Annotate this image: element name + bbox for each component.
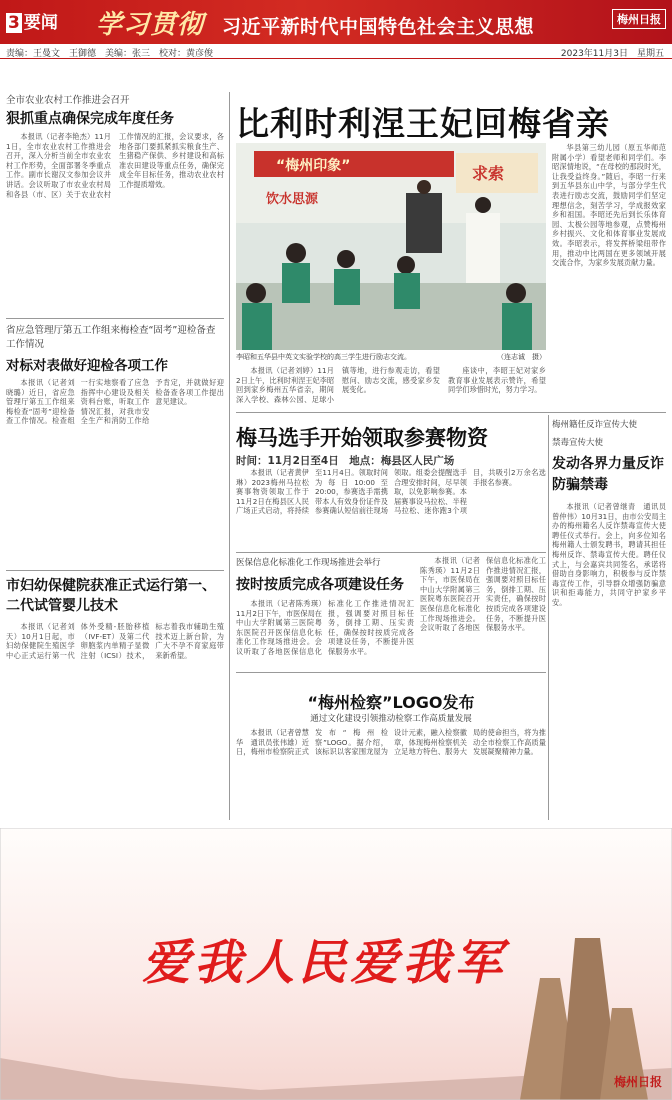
article-safety xyxy=(6,322,224,574)
editor-line xyxy=(0,44,672,59)
banner-logo: 梅州日报 xyxy=(613,1075,662,1089)
article-ivf xyxy=(6,576,224,810)
divider xyxy=(236,672,546,673)
article-body: 本报讯（记者刘天）10月1日起，市妇幼保健院生殖医学中心正式运行第一代体外受精-胚胎移植（IVF-ET）及第二代卵胞浆内单精子显微注射（ICSI）技术，标志着我市辅助生殖技术迈上新台阶，为广大不孕不育家庭带来新希望。 xyxy=(6,622,224,660)
photo-sign-right: 求索 xyxy=(472,164,505,183)
article-medical xyxy=(236,556,414,685)
kicker: 医保信息化标准化工作现场推进会举行 xyxy=(236,558,381,568)
lead-body-right: 华县第三幼儿园（原五华师范附属小学）看望老师和同学们。李昭深情地说，“在母校的那段时光，让我受益终身。”随后，李昭一行来到五华县东山中学，与部分学生代表进行励志交流，鼓励同学们坚定理想信念，刻苦学习，学成报效家乡和祖国。李昭还先后到长乐体育园、太极公园等地参观，点赞梅州乡村振兴、文化和体育事业发展成效。李昭表示，将发挥桥梁纽带作用，推动中比两国在更多领域开展交流合作，为家乡发展贡献力量。 xyxy=(552,143,666,268)
headline: 发动各界力量反诈防骗禁毒 xyxy=(552,456,664,493)
logo-headline: “梅州检察”LOGO发布 xyxy=(307,693,475,712)
article-fraud xyxy=(552,418,666,792)
headline: 按时按质完成各项建设任务 xyxy=(236,577,404,593)
column-title: 学习贯彻 xyxy=(96,10,205,40)
lead-body-lower: 本报讯（记者刘婷）11月2日上午，比利时利涅王妃李昭回到家乡梅州五华省亲，期间深入学校、森林公园、足球小镇等地，进行参观走访，看望慰问、励志交流，感受家乡发展变化。 座谈中，李昭王妃对家乡教育事业发展表示赞许，希望同学们珍惜时光，努力学习。 xyxy=(236,366,546,404)
kicker: 全市农业农村工作推进会召开 xyxy=(6,95,130,106)
article-body: 本报讯（记者刘晓璐）近日，省应急管理厅第五工作组来梅检查“固考”迎检备查工作情况。检查组一行实地察看了应急指挥中心建设及相关资料台账，听取工作情况汇报，对我市安全生产和消防工作给予肯定，并就做好迎检备查各项工作提出意见建议。 xyxy=(6,378,224,426)
article-body: 本报讯（记者陈秀瑛）11月2日下午，市医保局在中山大学附属第三医院粤东医院召开医保信息化标准化工作现场推进会。会议听取了各地医保信息化标准化工作推进情况汇报，强调要对照目标任务，倒排工期、压实责任，确保按时按质完成各项建设任务，不断提升医保服务水平。 xyxy=(236,599,414,656)
slogan: 爱我人民爱我军 xyxy=(142,935,507,991)
lead-headline: 比利时利涅王妃回梅省亲 xyxy=(236,104,610,143)
newspaper-logo: 梅州日报 xyxy=(612,9,666,29)
kicker-2: 禁毒宣传大使 xyxy=(552,438,604,448)
article-body: 本报讯（记者李艳杰）11月1日，全市农业农村工作推进会召开，深入分析当前全市农业农村工作形势，全面部署冬季重点工作。副市长谢汉文参加会议并讲话。会议听取了市农业农村局和各县（市、区）关于农业农村工作情况的汇报，会议要求，各地各部门要抓紧抓实粮食生产、生猪稳产保供、乡村建设和高标准农田建设等重点任务，确保完成全年目标任务，推动农业农村工作提质增效。 xyxy=(6,132,224,199)
column-subtitle: 习近平新时代中国特色社会主义思想 xyxy=(222,16,535,38)
logo-body: 本报讯（记者曾慧华 通讯员张伟雄）近日，梅州市检察院正式发布“梅州检察”LOGO。据介绍，该标识以客家围龙屋为设计元素，融入检察徽章，体现梅州检察机关立足地方特色、服务大局的使命担当，将为推动全市检察工作高质量发展凝聚精神力量。 xyxy=(236,728,546,757)
kicker: 省应急管理厅第五工作组来梅检查“固考”迎检备查工作情况 xyxy=(6,325,216,350)
race-headline: 梅马选手开始领取参赛物资 xyxy=(236,426,488,450)
article-agri xyxy=(6,92,224,312)
headline: 对标对表做好迎检各项工作 xyxy=(6,358,168,374)
divider xyxy=(6,570,224,571)
page-number: 3 要闻 xyxy=(8,13,58,33)
lead-photo xyxy=(236,143,546,350)
photo-caption: 李昭和五华县中英文实验学校的高三学生进行励志交流。 （连志诚 摄） xyxy=(236,353,546,361)
bottom-promo-banner xyxy=(0,828,672,1100)
editor-credits: 责编：王曼文 王御德 美编：张三 校对：黄彦俊 xyxy=(6,49,214,59)
article-body: 本报讯（记者曾继青 通讯员曾仲伟）10月31日，由市公安局主办的梅州籍名人反诈禁毒宣传大使聘任仪式举行。会上，向多位知名梅州籍人士颁发聘书，聘请其担任梅州反诈、禁毒宣传大使。聘任仪式上，与会嘉宾共同签名，承诺将借助自身影响力，积极参与反诈禁毒宣传工作，引导群众增强防骗意识和拒毒能力，共同守护家乡平安。 xyxy=(552,502,666,607)
kicker: 梅州籍任反诈宣传大使 xyxy=(552,420,638,430)
divider xyxy=(236,552,546,553)
logo-subheadline: 通过文化建设引领推动检察工作高质量发展 xyxy=(310,714,472,724)
race-time-place: 时间：11月2日至4日 地点：梅县区人民广场 xyxy=(236,455,455,467)
classroom-image xyxy=(236,143,546,350)
column-rule xyxy=(229,92,230,820)
divider xyxy=(6,318,224,319)
race-body: 本报讯（记者黄伊琳）2023梅州马拉松赛事物资领取工作于11月2日在梅县区人民广场正式启动，将持续至11月4日。领取时间为每日10:00至20:00，参赛选手需携带本人有效身份证件及参赛确认短信前往现场领取。组委会提醒选手合理安排时间，尽早领取，以免影响参赛。本届赛事设马拉松、半程马拉松、迷你跑3个项目，共吸引2万余名选手报名参赛。 xyxy=(236,468,546,516)
column-rule xyxy=(548,415,549,820)
masthead-banner xyxy=(0,0,672,44)
medical-body-cont: 本报讯（记者陈秀瑛）11月2日下午，市医保局在中山大学附属第三医院粤东医院召开医保信息化标准化工作现场推进会。会议听取了各地医保信息化标准化工作推进情况汇报，强调要对照目标任务，倒排工期、压实责任，确保按时按质完成各项建设任务，不断提升医保服务水平。 xyxy=(420,556,546,633)
headline: 狠抓重点确保完成年度任务 xyxy=(6,111,174,127)
headline: 市妇幼保健院获准正式运行第一、二代试管婴儿技术 xyxy=(6,578,216,614)
photo-banner-text: “梅州印象” xyxy=(276,158,351,174)
photo-sign: 饮水思源 xyxy=(266,192,319,207)
divider xyxy=(236,412,666,413)
issue-date: 2023年11月3日 星期五 xyxy=(560,49,664,59)
